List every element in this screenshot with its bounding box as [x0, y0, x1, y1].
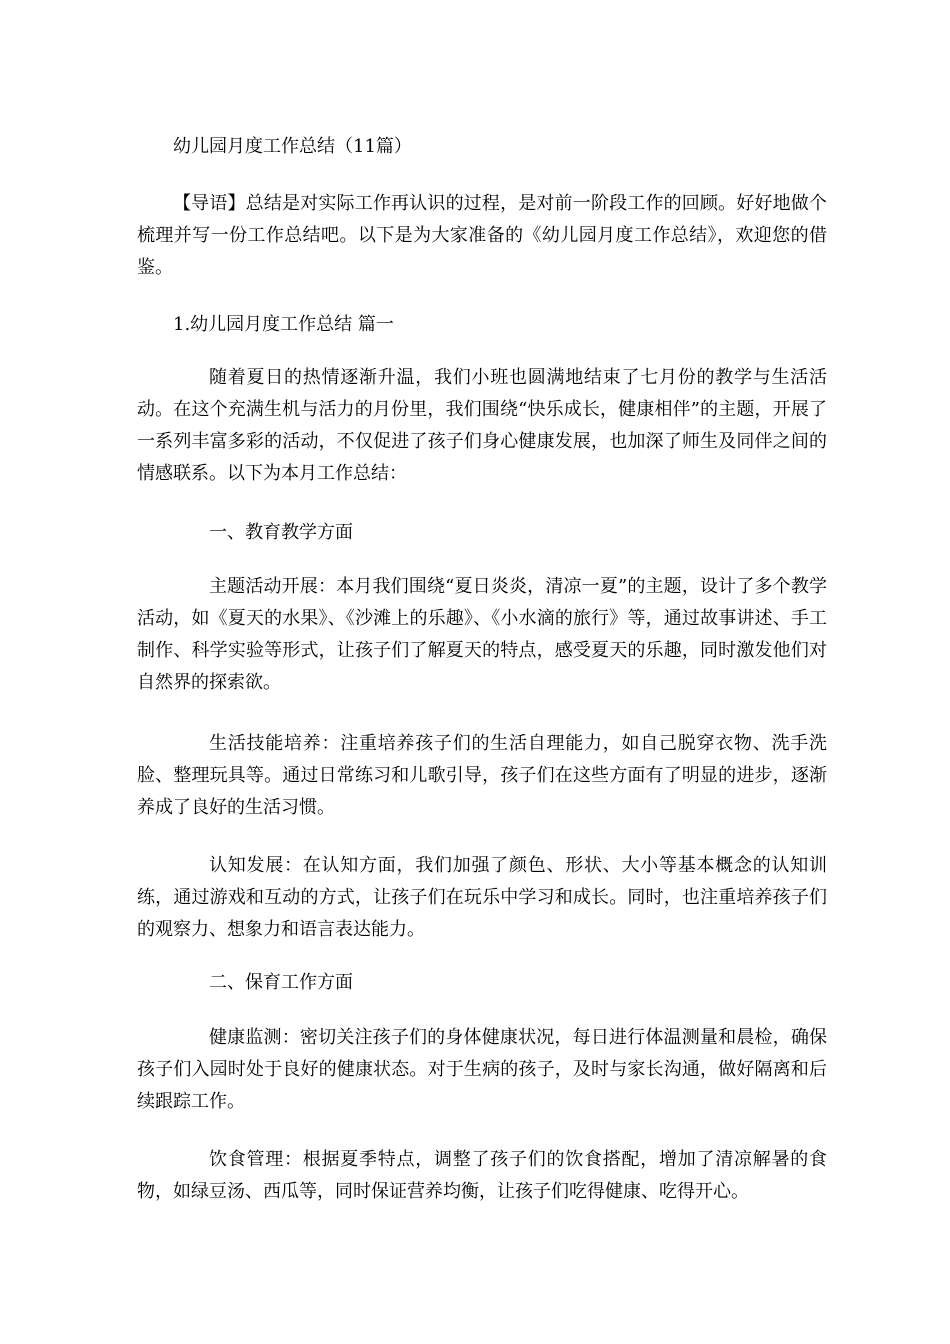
paragraph-health-monitoring: 健康监测：密切关注孩子们的身体健康状况，每日进行体温测量和晨检，确保孩子们入园时处于良好的健康状态。对于生病的孩子，及时与家长沟通，做好隔离和后续跟踪工作。 — [137, 1027, 827, 1112]
document-title: 幼儿园月度工作总结（11篇） — [173, 136, 412, 157]
intro-paragraph: 【导语】总结是对实际工作再认识的过程，是对前一阶段工作的回顾。好好地做个梳理并写一份工作总结吧。以下是为大家准备的《幼儿园月度工作总结》，欢迎您的借鉴。 — [137, 193, 827, 278]
opening-paragraph: 随着夏日的热情逐渐升温，我们小班也圆满地结束了七月份的教学与生活活动。在这个充满生机与活力的月份里，我们围绕“快乐成长，健康相伴”的主题，开展了一系列丰富多彩的活动，不仅促进了孩子们身心健康发展，也加深了师生及同伴之间的情感联系。以下为本月工作总结： — [137, 367, 827, 484]
paragraph-diet-management: 饮食管理：根据夏季特点，调整了孩子们的饮食搭配，增加了清凉解暑的食物，如绿豆汤、西瓜等，同时保证营养均衡，让孩子们吃得健康、吃得开心。 — [137, 1149, 827, 1202]
paragraph-theme-activities: 主题活动开展：本月我们围绕“夏日炎炎，清凉一夏”的主题，设计了多个教学活动，如《夏天的水果》、《沙滩上的乐趣》、《小水滴的旅行》等，通过故事讲述、手工制作、科学实验等形式，让孩子们了解夏天的特点，感受夏天的乐趣，同时激发他们对自然界的探索欲。 — [137, 576, 827, 693]
paragraph-cognitive-development: 认知发展：在认知方面，我们加强了颜色、形状、大小等基本概念的认知训练，通过游戏和互动的方式，让孩子们在玩乐中学习和成长。同时，也注重培养孩子们的观察力、想象力和语言表达能力。 — [137, 855, 827, 940]
article-heading: 1.幼儿园月度工作总结 篇一 — [173, 314, 394, 335]
paragraph-life-skills: 生活技能培养：注重培养孩子们的生活自理能力，如自己脱穿衣物、洗手洗脸、整理玩具等。通过日常练习和儿歌引导，孩子们在这些方面有了明显的进步，逐渐养成了良好的生活习惯。 — [137, 733, 827, 818]
section-heading-care: 二、保育工作方面 — [209, 972, 353, 993]
section-heading-teaching: 一、教育教学方面 — [209, 522, 353, 543]
